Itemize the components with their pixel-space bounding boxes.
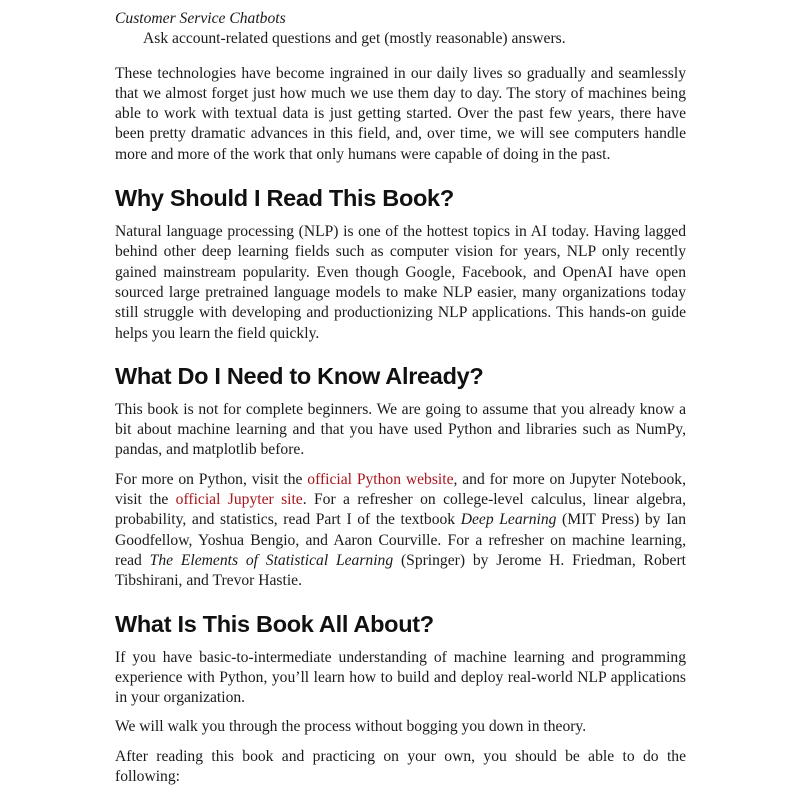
intro-paragraph: These technologies have become ingrained in our daily lives so gradually and seamlessly that we almost forget just how much we use them day to day. The story of machines being able to work with textual data is just getting started. Over the past few years, there have been pretty dramatic advances in this field, and, over time, we will see computers handle more and more of the work that only humans were capable of doing in the past. [115,64,686,163]
jupyter-site-link[interactable]: official Jupyter site [175,491,303,509]
list-term: Customer Service Chatbots [115,10,286,27]
variable-list-entry [115,9,686,50]
book-about-paragraph-1: If you have basic-to-intermediate understanding of machine learning and programming experience with Python, you’ll learn how to build and deploy real-world NLP applications in your organization. [115,648,686,707]
section-heading-why-read: Why Should I Read This Book? [115,185,454,212]
paragraph-text: (MIT Press) by Ian Goodfellow, Yoshua Bengio, and Aaron Courville. For a refresher on machine learning, read [115,511,686,569]
python-website-link[interactable]: official Python website [307,470,454,488]
paragraph-text: , and for more on Jupyter Notebook, visit the [115,470,686,509]
list-definition: Ask account-related questions and get (mostly reasonable) answers. [143,30,566,48]
section-why-read-paragraph: Natural language processing (NLP) is one of the hottest topics in AI today. Having lagged behind other deep learning fields such as computer vision for years, NLP only recently gained mainstream popularity. Even though Google, Facebook, and OpenAI have open sourced large pretrained language models to make NLP easier, many organizations today still struggle with developing and productionizing NLP applications. This hands-on guide helps you learn the field quickly. [115,223,686,342]
paragraph-text: . For a refresher on college-level calculus, linear algebra, probability, and statistics, read Part I of the textbook [115,491,686,529]
book-title-deep-learning: Deep Learning [460,511,557,529]
prerequisites-paragraph-1: This book is not for complete beginners. We are going to assume that you already know a bit about machine learning and that you have used Python and libraries such as NumPy, pandas, and matplotlib before. [115,400,686,459]
book-about-paragraph-2: We will walk you through the process without bogging you down in theory. [115,718,587,736]
prerequisites-paragraph-2 [115,470,686,592]
section-heading-prerequisites: What Do I Need to Know Already? [115,362,484,389]
paragraph-text: For more on Python, visit the [115,470,308,488]
paragraph-text: (Springer) by Jerome H. Friedman, Robert Tibshirani, and Trevor Hastie. [115,551,686,590]
book-title-elements-statistical-learning: The Elements of Statistical Learning [149,551,394,569]
document-page [115,9,686,787]
section-heading-book-about: What Is This Book All About? [115,610,434,637]
book-about-paragraph-3: After reading this book and practicing on your own, you should be able to do the following: [115,747,686,786]
